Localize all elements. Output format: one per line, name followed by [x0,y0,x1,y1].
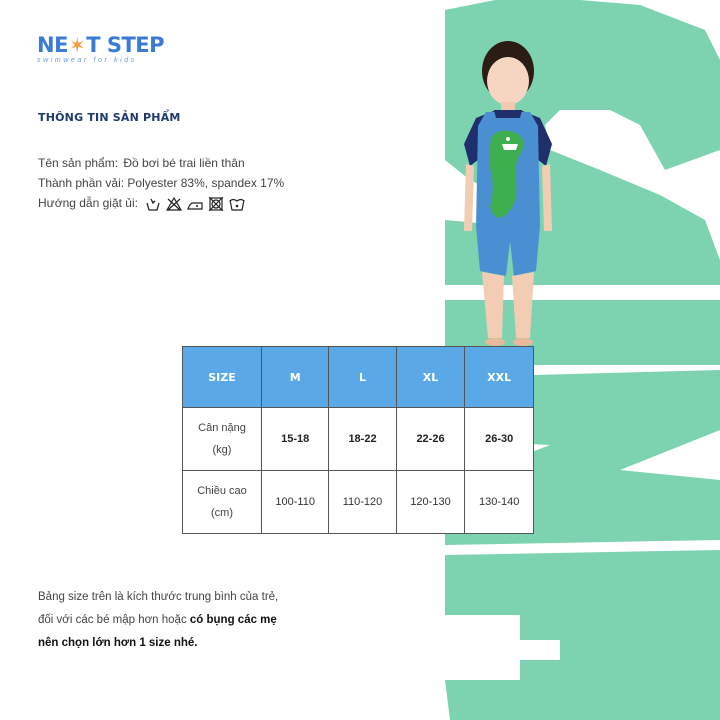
row-label [183,471,262,534]
table-row [183,471,534,534]
header-cell: L [329,347,396,408]
hand-wash-icon [145,197,161,211]
no-bleach-icon [166,197,182,211]
size-advice-note [38,586,278,655]
header-cell: XL [396,347,465,408]
header-cell: SIZE [183,347,262,408]
no-tumble-dry-icon [208,197,224,211]
info-row-care [38,196,245,211]
note-line1: Bảng size trên là kích thước trung bình của trẻ, [38,591,279,603]
row-label-line1: Cân nặng [198,422,246,434]
table-cell: 15-18 [262,408,329,471]
child-model-image [446,26,576,348]
note-line3 [38,632,278,655]
product-info-title: THÔNG TIN SẢN PHẨM [38,111,181,124]
info-label: Tên sản phẩm: [38,156,119,170]
row-label-line1: Chiều cao [197,485,247,497]
brand-logo [37,34,164,64]
header-cell: XXL [465,347,534,408]
bg-letter-e [445,550,720,720]
iron-icon [187,197,203,211]
info-value: Đồ bơi bé trai liền thân [123,156,245,170]
table-cell: 22-26 [396,408,465,471]
table-row [183,408,534,471]
table-cell: 18-22 [329,408,396,471]
size-table-header [183,347,534,408]
info-label: Thành phần vải: [38,176,125,190]
brand-name-part1: NE [37,33,68,57]
info-label: Hướng dẫn giặt ủi: [38,196,138,210]
table-cell: 120-130 [396,471,465,534]
note-line2 [38,609,278,632]
info-row-fabric [38,176,284,190]
info-value: Polyester 83%, spandex 17% [127,176,285,190]
table-cell: 110-120 [329,471,396,534]
row-label-line2: (cm) [211,507,233,519]
wash-30-icon [229,197,245,211]
row-label-line2: (kg) [212,444,232,456]
size-table [182,346,534,534]
table-cell: 130-140 [465,471,534,534]
starfish-icon: ✶ [68,33,86,57]
note-line3-bold: nên chọn lớn hơn 1 size nhé. [38,637,198,649]
info-row-name [38,156,245,170]
table-cell: 100-110 [262,471,329,534]
row-label [183,408,262,471]
header-cell: M [262,347,329,408]
brand-name-part2: T STEP [86,33,165,57]
brand-tagline: swimwear for kids [37,57,137,64]
note-line2-bold: có bụng các mẹ [189,614,277,626]
care-icons [145,197,245,211]
note-line2-normal: đối với các bé mập hơn hoặc [38,614,190,626]
table-cell: 26-30 [465,408,534,471]
